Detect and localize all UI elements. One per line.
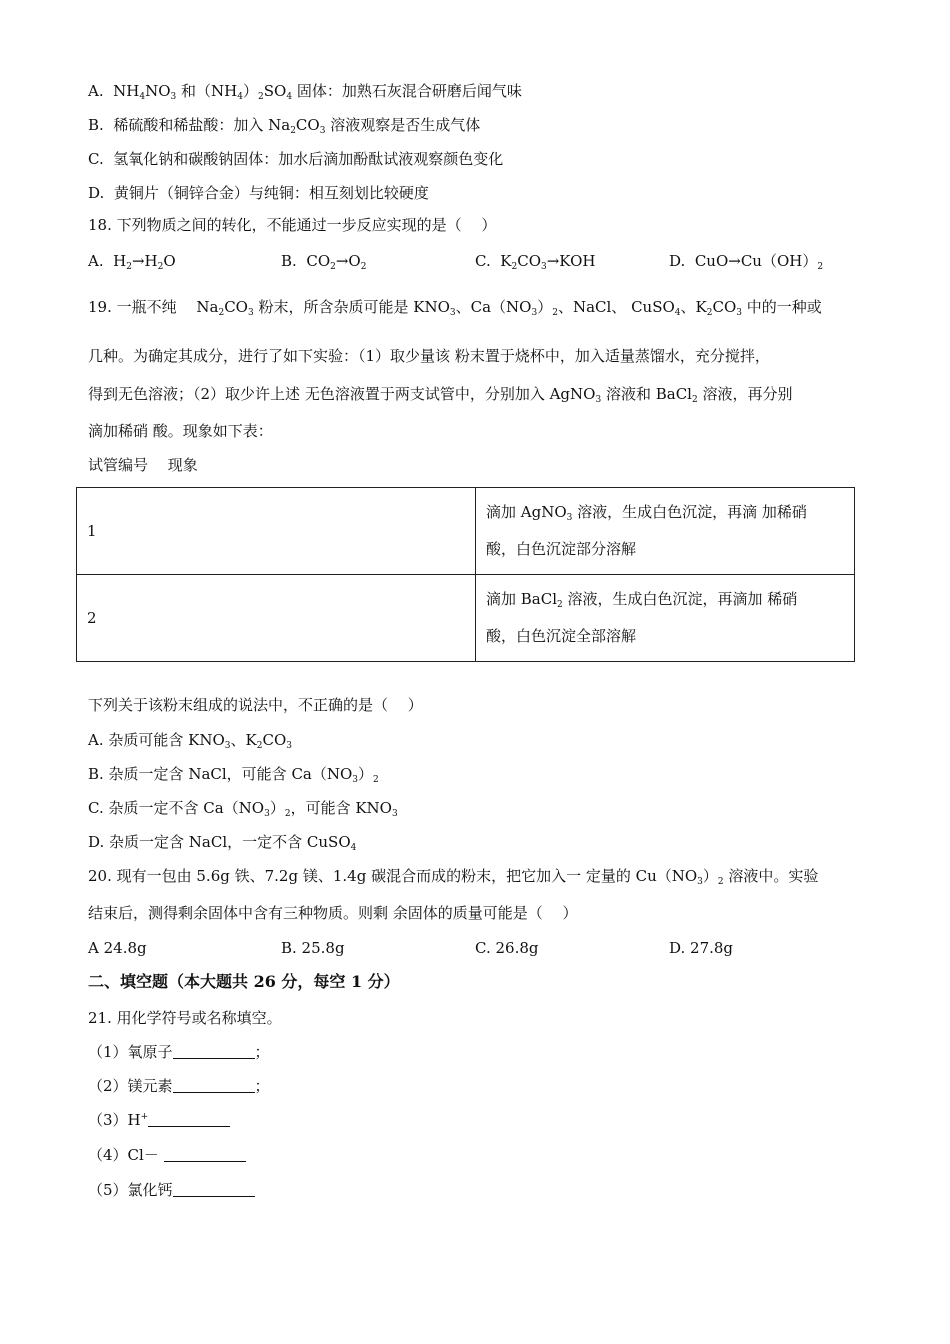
q18-option-c: C. $K_2CO_3\to KOH$ — [475, 252, 596, 272]
answer-blank[interactable] — [173, 1182, 255, 1197]
table-row — [77, 575, 855, 662]
q17-option-b: B. 稀硫酸和稀盐酸：加入 $Na_2CO_3$ 溶液观察是否生成气体 — [88, 116, 481, 136]
q19-option-d: D. 杂质一定含 NaCl，一定不含 CuSO$_4$ — [88, 833, 357, 853]
q19-option-a: A. 杂质可能含 $KNO_3$、$K_2CO_3$ — [88, 731, 292, 751]
q20-option-d: D. 27.8g — [669, 939, 734, 957]
q21-item-4: （4）Cl－ — [88, 1145, 246, 1165]
q19-line-3: 得到无色溶液；（2）取少许上述 无色溶液置于两支试管中，分别加入 AgNO$_3$ 溶液和 BaCl$_2$ 溶液，再分别 — [88, 385, 793, 405]
q19-table-header: 试管编号 现象 — [88, 456, 198, 474]
q21-stem: 21. 用化学符号或名称填空。 — [88, 1009, 282, 1027]
tube-number: 1 — [77, 488, 476, 575]
q18-option-b: B. $CO_2\to O_2$ — [281, 252, 367, 272]
tube-number: 2 — [77, 575, 476, 662]
q17-option-c: C. 氢氧化钠和碳酸钠固体：加水后滴加酚酞试液观察颜色变化 — [88, 150, 504, 168]
phenomenon: 滴加 BaCl$_2$ 溶液，生成白色沉淀，再滴加 稀硝 酸，白色沉淀全部溶解 — [476, 575, 855, 662]
phenomenon: 滴加 AgNO$_3$ 溶液，生成白色沉淀，再滴 加稀硝 酸，白色沉淀部分溶解 — [476, 488, 855, 575]
q20-line-2: 结束后，测得剩余固体中含有三种物质。则剩 余固体的质量可能是（ ） — [88, 904, 578, 922]
q18-option-d: D. $CuO\to Cu(OH)_2$ — [669, 252, 824, 272]
experiment-table — [76, 487, 855, 662]
answer-blank[interactable] — [173, 1044, 255, 1059]
q21-item-5: （5）氯化钙 — [88, 1180, 255, 1200]
q20-line-1: 20. 现有一包由 5.6g 铁、7.2g 镁、1.4g 碳混合而成的粉末，把它加入一 定量的 $Cu(NO_3)_2$ 溶液中。实验 — [88, 867, 819, 887]
section-heading: 二、填空题（本大题共 26 分，每空 1 分） — [88, 972, 400, 991]
q19-line-1: 19. 一瓶不纯 $Na_2CO_3$ 粉末，所含杂质可能是 $KNO_3$、$Ca(NO_3)_2$、NaCl、 CuSO$_4$、$K_2CO_3$ 中的一种或 — [88, 298, 822, 318]
q19-question: 下列关于该粉末组成的说法中，不正确的是（ ） — [88, 696, 423, 714]
q21-item-1: （1）氧原子 ； — [88, 1043, 270, 1061]
q17-option-d: D. 黄铜片（铜锌合金）与纯铜：相互刻划比较硬度 — [88, 184, 429, 202]
table-row — [77, 488, 855, 575]
q21-item-2: （2）镁元素 ； — [88, 1077, 270, 1095]
q19-line-2: 几种。为确定其成分，进行了如下实验：（1）取少量该 粉末置于烧杯中，加入适量蒸馏水，充分搅拌， — [88, 347, 770, 365]
q18-option-a: A. $H_2\to H_2O$ — [88, 252, 176, 272]
q20-option-c: C. 26.8g — [475, 939, 539, 957]
q21-item-3: （3）H+ — [88, 1110, 230, 1130]
q17-option-a: A. $NH_4NO_3$ 和$(NH_4)_2SO_4$ 固体：加熟石灰混合研磨后闻气味 — [88, 82, 522, 102]
q20-option-a: A 24.8g — [88, 939, 147, 957]
answer-blank[interactable] — [173, 1078, 255, 1093]
q19-option-c: C. 杂质一定不含 $Ca(NO_3)_2$，可能含 $KNO_3$ — [88, 799, 398, 819]
q18-stem: 18. 下列物质之间的转化，不能通过一步反应实现的是（ ） — [88, 216, 497, 234]
q20-option-b: B. 25.8g — [281, 939, 345, 957]
answer-blank[interactable] — [164, 1147, 246, 1162]
answer-blank[interactable] — [148, 1112, 230, 1127]
q19-line-4: 滴加稀硝 酸。现象如下表： — [88, 422, 273, 440]
q19-option-b: B. 杂质一定含 NaCl，可能含 $Ca(NO_3)_2$ — [88, 765, 379, 785]
